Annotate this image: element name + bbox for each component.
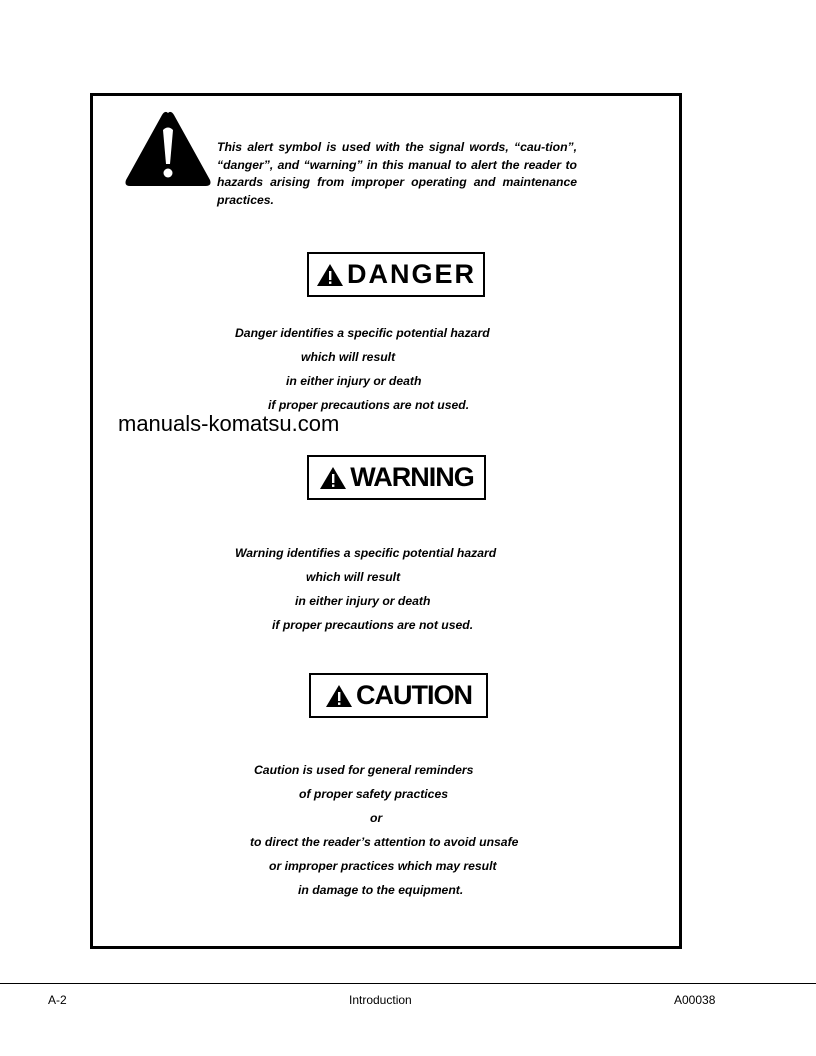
caution-line: or improper practices which may result <box>269 859 497 873</box>
caution-line: to direct the reader’s attention to avoid unsafe <box>250 835 519 849</box>
danger-line: if proper precautions are not used. <box>268 398 470 412</box>
caution-line: in damage to the equipment. <box>298 883 464 897</box>
danger-label: DANGER <box>346 259 476 289</box>
caution-line: Caution is used for general reminders <box>254 763 474 777</box>
content-frame <box>90 93 682 949</box>
document-code: A00038 <box>674 993 716 1007</box>
danger-line: which will result <box>301 350 396 364</box>
alert-symbol-description: This alert symbol is used with the signal words, “cau-tion”, “danger”, and “warning” in this manual to alert the reader to hazards arising from improper operating and maintenance practices. <box>217 140 577 207</box>
caution-sign <box>309 673 488 718</box>
caution-line: of proper safety practices <box>299 787 449 801</box>
footer-rule <box>0 983 816 984</box>
danger-line: Danger identifies a specific potential hazard <box>235 326 490 340</box>
warning-label: WARNING <box>350 462 474 492</box>
section-title: Introduction <box>349 993 412 1007</box>
watermark: manuals-komatsu.com <box>118 411 340 436</box>
warning-triangle-icon <box>325 684 353 708</box>
danger-line: in either injury or death <box>286 374 422 388</box>
warning-line: if proper precautions are not used. <box>272 618 474 632</box>
caution-line: or <box>370 811 383 825</box>
warning-line: which will result <box>306 570 401 584</box>
page-number: A-2 <box>48 993 67 1007</box>
alert-triangle-icon <box>124 110 212 188</box>
warning-sign <box>307 455 486 500</box>
warning-triangle-icon <box>319 466 347 490</box>
danger-sign <box>307 252 485 297</box>
warning-triangle-icon <box>316 263 344 287</box>
warning-line: in either injury or death <box>295 594 431 608</box>
warning-line: Warning identifies a specific potential hazard <box>235 546 497 560</box>
caution-label: CAUTION <box>356 680 472 710</box>
